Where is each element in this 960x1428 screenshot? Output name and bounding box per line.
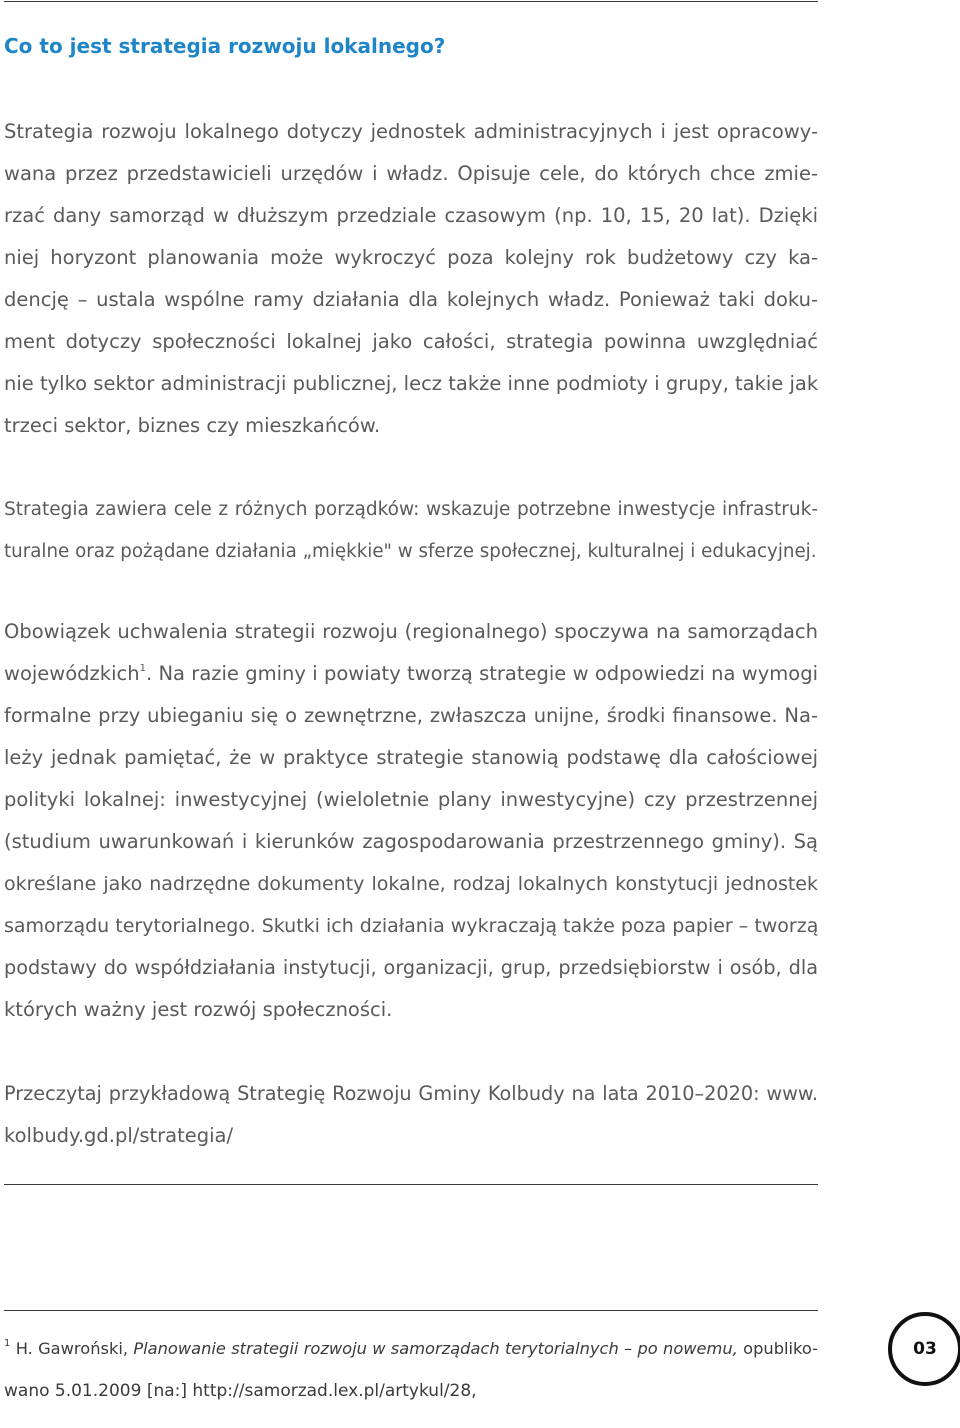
text-line: ment dotyczy społeczności lokalnej jako całości, strategia powinna uwzględniać	[4, 330, 818, 353]
paragraph-example-link	[4, 1073, 818, 1157]
footnote-line[interactable]: wano 5.01.2009 [na:] http://samorzad.lex.pl/artykul/28,	[4, 1381, 477, 1401]
text-line[interactable]: kolbudy.gd.pl/strategia/	[4, 1124, 234, 1147]
text-line	[4, 653, 818, 695]
top-divider	[4, 1, 818, 2]
text-line: samorządu terytorialnego. Skutki ich działania wykraczają także poza papier – tworzą	[4, 915, 819, 937]
footnote	[4, 1328, 818, 1412]
text-line: trzeci sektor, biznes czy mieszkańców.	[4, 414, 381, 437]
text-line: turalne oraz pożądane działania „miękkie" w sferze społecznej, kulturalnej i edukacyjnej.	[4, 541, 817, 562]
paragraph-obligation	[4, 611, 818, 1031]
paragraph-intro	[4, 111, 818, 447]
text-line: Strategia rozwoju lokalnego dotyczy jednostek administracyjnych i jest opracowy-	[4, 120, 818, 143]
text-segment: wojewódzkich	[4, 662, 140, 685]
footnote-line	[4, 1328, 818, 1370]
footnote-divider	[4, 1310, 818, 1311]
page-number-badge: 03	[888, 1312, 960, 1386]
text-line: Strategia zawiera cele z różnych porządków: wskazuje potrzebne inwestycje infrastruk-	[4, 499, 818, 520]
text-line: nie tylko sektor administracji publicznej, lecz także inne podmioty i grupy, takie jak	[4, 372, 819, 395]
text-line: (studium uwarunkowań i kierunków zagospodarowania przestrzennego gminy). Są	[4, 830, 818, 853]
text-line: Obowiązek uchwalenia strategii rozwoju (regionalnego) spoczywa na samorządach	[4, 620, 818, 643]
text-line: których ważny jest rozwój społeczności.	[4, 998, 393, 1021]
text-line: polityki lokalnej: inwestycyjnej (wieloletnie plany inwestycyjne) czy przestrzennej	[4, 788, 818, 811]
footnote-reference[interactable]: 1	[139, 663, 146, 674]
text-line: rzać dany samorząd w dłuższym przedziale czasowym (np. 10, 15, 20 lat). Dzięki	[4, 204, 818, 227]
text-line: formalne przy ubieganiu się o zewnętrzne, zwłaszcza unijne, środki finansowe. Na-	[4, 704, 818, 727]
text-segment: . Na razie gminy i powiaty tworzą strategie w odpowiedzi na wymogi	[145, 662, 818, 685]
footnote-title: Planowanie strategii rozwoju w samorządach terytorialnych – po nowemu,	[133, 1339, 738, 1358]
text-line: określane jako nadrzędne dokumenty lokalne, rodzaj lokalnych konstytucji jednostek	[4, 873, 818, 895]
text-line: leży jednak pamiętać, że w praktyce strategie stanowią podstawę dla całościowej	[4, 746, 818, 769]
text-line: podstawy do współdziałania instytucji, organizacji, grup, przedsiębiorstw i osób, dla	[4, 956, 818, 979]
footnote-marker: 1	[4, 1338, 11, 1349]
text-line: Przeczytaj przykładową Strategię Rozwoju Gminy Kolbudy na lata 2010–2020: www.	[4, 1082, 818, 1105]
paragraph-goals	[4, 489, 818, 573]
text-line: dencję – ustala wspólne ramy działania dla kolejnych władz. Ponieważ taki doku-	[4, 288, 818, 311]
page-heading: Co to jest strategia rozwoju lokalnego?	[4, 34, 446, 58]
text-line: wana przez przedstawicieli urzędów i władz. Opisuje cele, do których chce zmie-	[4, 162, 818, 185]
text-line: niej horyzont planowania może wykroczyć poza kolejny rok budżetowy czy ka-	[4, 246, 818, 269]
section-divider	[4, 1184, 818, 1185]
footnote-author: H. Gawroński,	[15, 1339, 134, 1358]
footnote-text: opubliko-	[737, 1339, 818, 1358]
